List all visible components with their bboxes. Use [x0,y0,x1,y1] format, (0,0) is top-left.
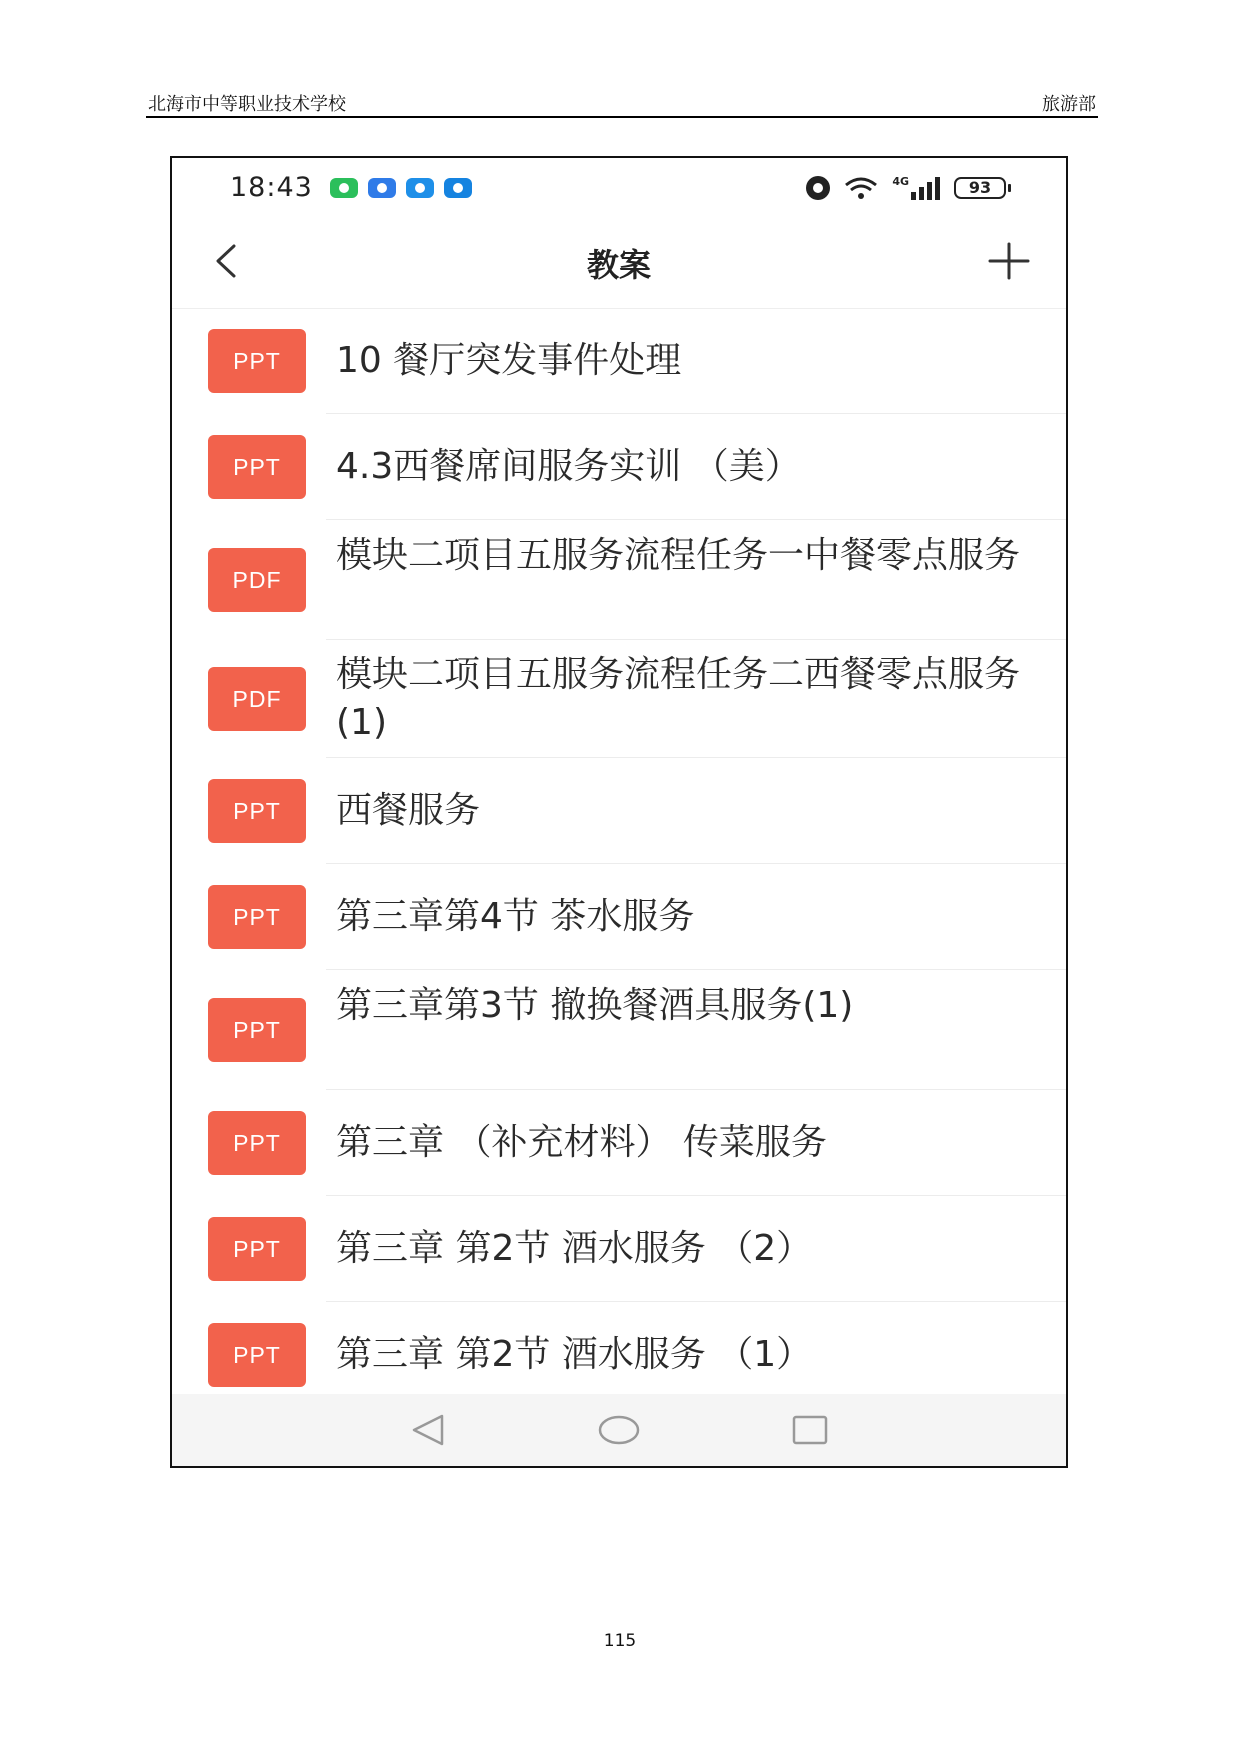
file-item[interactable] [172,414,1066,520]
page-title: 教案 [586,246,651,284]
file-type-badge: PPT [208,1217,306,1281]
back-triangle-icon[interactable] [406,1410,450,1450]
file-item[interactable] [172,758,1066,864]
plus-icon[interactable] [986,238,1032,284]
file-type-badge: PPT [208,1323,306,1387]
app-icon [368,178,396,198]
file-name: 模块二项目五服务流程任务一中餐零点服务 [336,535,1021,576]
status-bar [172,158,1066,218]
title-bar [172,218,1066,309]
school-name: 北海市中等职业技术学校 [148,94,346,115]
wechat-icon [330,178,358,198]
file-name: 第三章 第2节 酒水服务 （2） [336,1228,813,1269]
file-item[interactable] [172,1196,1066,1302]
file-name: 模块二项目五服务流程任务二西餐零点服务(1) [336,654,1021,743]
signal-icon [892,176,940,200]
page-number: 115 [603,1631,637,1651]
file-name: 第三章第3节 撤换餐酒具服务(1) [336,985,854,1026]
file-name: 4.3西餐席间服务实训 （美） [336,446,801,487]
file-type-badge: PPT [208,435,306,499]
network-type: 4G [892,175,909,188]
file-type-badge: PPT [208,1111,306,1175]
department-name: 旅游部 [1042,94,1096,115]
file-name: 第三章第4节 茶水服务 [336,896,695,937]
file-item[interactable] [172,1302,1066,1408]
status-icons [806,174,1006,202]
file-item[interactable] [172,520,1066,640]
file-item[interactable] [172,308,1066,414]
file-type-badge: PDF [208,667,306,731]
file-item[interactable] [172,1090,1066,1196]
file-item[interactable] [172,864,1066,970]
navigation-bar [172,1394,1066,1466]
status-time: 18:43 [230,172,313,203]
home-circle-icon[interactable] [597,1410,641,1450]
file-name: 10 餐厅突发事件处理 [336,340,682,381]
message-icon [406,178,434,198]
file-type-badge: PPT [208,779,306,843]
battery-indicator: 93 [954,177,1006,199]
video-icon [444,178,472,198]
alarm-icon [806,176,830,200]
file-type-badge: PPT [208,329,306,393]
file-name: 第三章 第2节 酒水服务 （1） [336,1334,813,1375]
recents-square-icon[interactable] [788,1410,832,1450]
document-header [146,86,1098,118]
phone-screenshot [170,156,1068,1468]
file-item[interactable] [172,640,1066,758]
file-item[interactable] [172,970,1066,1090]
file-type-badge: PDF [208,548,306,612]
file-list [172,308,1066,1408]
file-type-badge: PPT [208,885,306,949]
file-name: 西餐服务 [336,790,481,831]
file-type-badge: PPT [208,998,306,1062]
file-name: 第三章 （补充材料） 传菜服务 [336,1122,827,1163]
wifi-icon [844,176,878,200]
